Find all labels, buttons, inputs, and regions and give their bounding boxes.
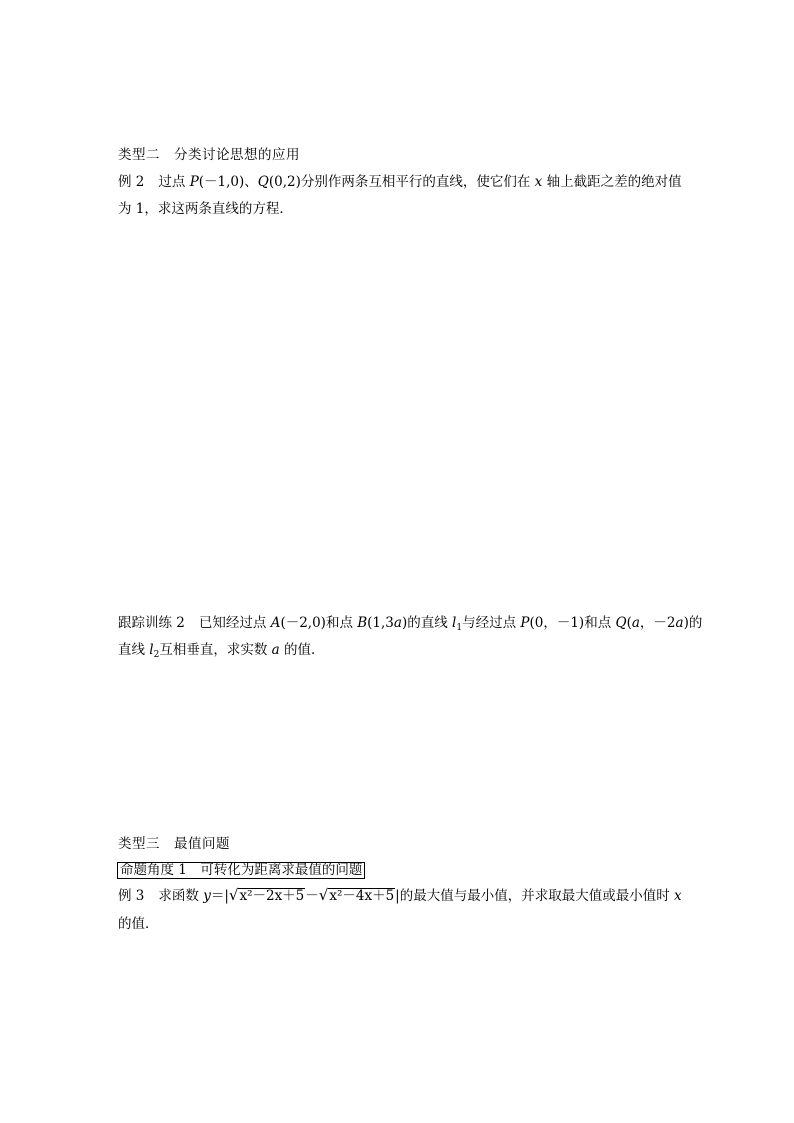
example3-line1 [118, 887, 682, 905]
practice2-line1 [118, 614, 702, 632]
sqrt-1: √ x²－2x＋5 [228, 886, 305, 904]
practice2-text: 已知经过点 [198, 615, 271, 631]
example2-label: 例 2 [118, 174, 145, 190]
example2-text-end: 轴上截距之差的绝对值 [542, 174, 682, 190]
var-x: x [534, 174, 543, 190]
practice2-text: 互相垂直，求实数 [159, 642, 272, 658]
var-a: a [271, 642, 280, 658]
line-l: l [149, 642, 154, 658]
section2-heading [118, 146, 300, 164]
minus-sign: － [305, 888, 319, 904]
practice2-text: 的值． [279, 642, 325, 658]
point-a-coord: (－2,0)和点 [280, 615, 358, 631]
var-a: a [393, 615, 402, 631]
line-l-sub: 2 [153, 650, 160, 660]
var-x: x [674, 888, 682, 904]
radicand-2: x²－4x＋5 [329, 888, 395, 904]
point-p: P [520, 615, 530, 631]
var-y: y [203, 888, 211, 904]
point-q: Q [615, 615, 627, 631]
example2-line1 [118, 173, 682, 191]
example3-line2: 的值． [118, 916, 159, 932]
example3-text: 求函数 [158, 888, 204, 904]
section2-title: 类型二 [118, 147, 160, 163]
point-q-coord: ，－2 [639, 615, 676, 631]
proposition-angle-box: 命题角度 1 可转化为距离求最值的问题 [117, 862, 365, 879]
point-p-coord: (－1,0)、 [198, 174, 258, 190]
point-b: B [357, 615, 368, 631]
paren: )的 [683, 615, 703, 631]
var-a: a [675, 615, 684, 631]
section3-title: 类型三 [118, 836, 160, 852]
point-p: P [189, 174, 199, 190]
example3-text: |的最大值与最小值，并求取最大值或最小值时 [395, 888, 675, 904]
sqrt-2: √ x²－4x＋5 [318, 886, 395, 904]
practice2-label: 跟踪训练 2 [118, 615, 185, 631]
point-q: Q [257, 174, 269, 190]
section3-heading [118, 835, 230, 853]
practice2-text: )的直线 [401, 615, 453, 631]
example3-label: 例 3 [118, 888, 145, 904]
point-q-coord: (0,2)分别作两条互相平行的直线，使它们在 [268, 174, 535, 190]
line-l-sub: 1 [456, 623, 463, 633]
point-p-coord: (0，－1)和点 [529, 615, 616, 631]
point-a: A [270, 615, 281, 631]
var-a: a [631, 615, 640, 631]
practice2-line2 [118, 641, 325, 659]
equals-abs: ＝| [210, 888, 229, 904]
section3-angle-line [117, 861, 365, 879]
example2-text: 过点 [158, 174, 190, 190]
practice2-text: 直线 [118, 642, 150, 658]
practice2-text: 与经过点 [462, 615, 521, 631]
example2-line2: 为 1，求这两条直线的方程． [118, 201, 293, 217]
line-l: l [452, 615, 457, 631]
paren: ( [626, 615, 632, 631]
radicand-1: x²－2x＋5 [239, 888, 305, 904]
section3-subtitle: 最值问题 [174, 836, 230, 852]
section2-subtitle: 分类讨论思想的应用 [174, 147, 300, 163]
point-b-coord: (1,3 [367, 615, 394, 631]
